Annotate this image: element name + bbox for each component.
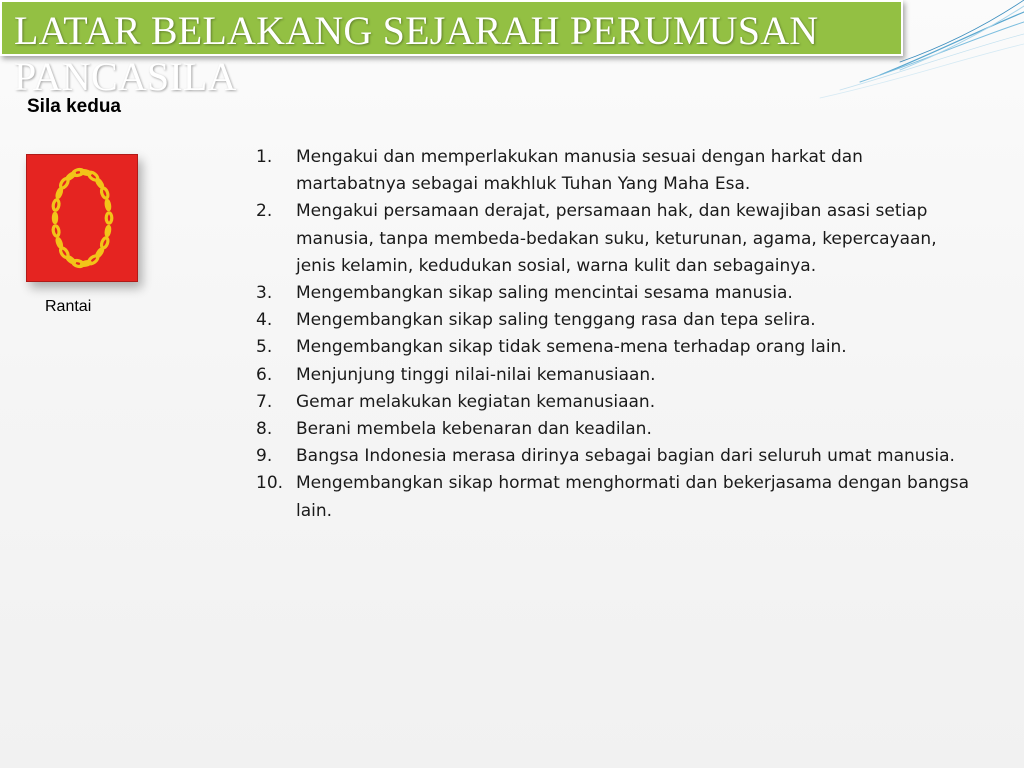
chain-link xyxy=(52,199,59,210)
list-item-number: 4. xyxy=(256,310,273,331)
list-item-text: Mengembangkan sikap saling tenggang rasa dan tepa selira. xyxy=(296,310,816,331)
list-item xyxy=(256,470,976,524)
list-item-text: Mengembangkan sikap tidak semena-mena terhadap orang lain. xyxy=(296,337,847,358)
slide-subtitle: Sila kedua xyxy=(27,96,121,117)
chain-link xyxy=(56,238,62,248)
list-item-text: Menjunjung tinggi nilai-nilai kemanusiaan. xyxy=(296,364,656,385)
list-item-number: 10. xyxy=(256,473,284,494)
list-item-text: Mengembangkan sikap hormat menghormati dan bekerjasama dengan bangsa lain. xyxy=(296,473,970,521)
list-item-text: Berani membela kebenaran dan keadilan. xyxy=(296,419,652,440)
list-item xyxy=(256,307,976,334)
list-item-number: 9. xyxy=(256,446,273,467)
list-item-number: 1. xyxy=(256,147,273,167)
list-item-number: 8. xyxy=(256,419,273,440)
list-item xyxy=(256,144,976,198)
chain-link xyxy=(53,213,56,222)
list-item xyxy=(256,443,976,470)
list-item-number: 7. xyxy=(256,391,273,412)
list-item-text: Mengakui dan memperlakukan manusia sesuai dengan harkat dan martabatnya sebagai makhluk Tuhan Yang Maha Esa. xyxy=(296,147,863,195)
chain-link xyxy=(56,188,62,198)
list-item xyxy=(256,334,976,361)
list-item xyxy=(256,389,976,416)
principles-list xyxy=(256,144,976,525)
list-item-text: Gemar melakukan kegiatan kemanusiaan. xyxy=(296,391,656,412)
title-bar xyxy=(0,0,903,99)
list-item-text: Mengakui persamaan derajat, persamaan hak, dan kewajiban asasi setiap manusia, tanpa membeda-bedakan suku, keturunan, agama, kepercayaan, jenis kelamin, kedudukan sosial, warna kulit dan sebagainya. xyxy=(296,201,937,276)
chain-link xyxy=(52,225,59,236)
list-item-text: Bangsa Indonesia merasa dirinya sebagai bagian dari seluruh umat manusia. xyxy=(296,446,955,467)
emblem-caption: Rantai xyxy=(45,298,92,315)
list-item xyxy=(256,362,976,389)
chain-link xyxy=(96,179,104,188)
list-item-number: 5. xyxy=(256,337,273,358)
chain-link xyxy=(106,200,111,210)
chain-emblem xyxy=(26,154,138,282)
list-item-number: 2. xyxy=(256,201,273,222)
list-item-number: 3. xyxy=(256,283,273,304)
slide-title: LATAR BELAKANG SEJARAH PERUMUSAN PANCASILA xyxy=(14,8,819,99)
chain-link xyxy=(106,213,112,223)
list-item xyxy=(256,416,976,443)
list-item xyxy=(256,198,976,280)
chain-link xyxy=(100,187,109,199)
list-item-number: 6. xyxy=(256,364,273,385)
chain-link xyxy=(100,237,109,249)
chain-link xyxy=(106,226,111,236)
list-item-text: Mengembangkan sikap saling mencintai sesama manusia. xyxy=(296,283,793,304)
chain-icon xyxy=(27,155,137,281)
list-item xyxy=(256,280,976,307)
